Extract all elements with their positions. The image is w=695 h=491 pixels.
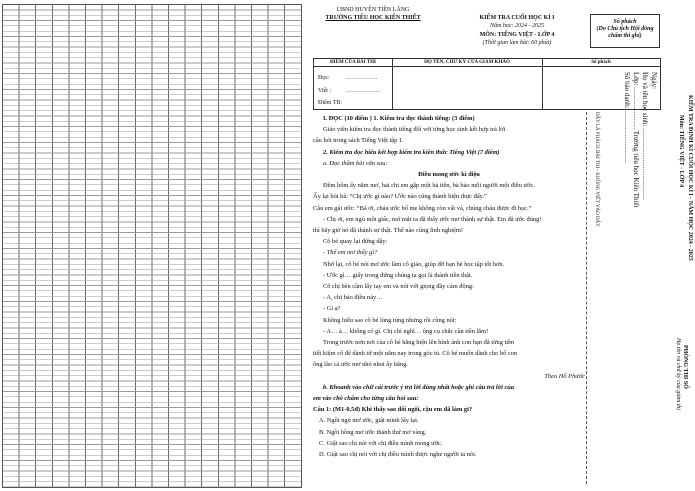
score-value-writing: …………….. [346, 88, 379, 94]
score-header-examiner: HỌ TÊN, CHỮ KÝ CỦA GIÁM KHẢO [424, 60, 510, 65]
body-line: - Thế em mơ thấy gì? [323, 249, 378, 257]
committee-name: UBND HUYỆN TIÊN LÃNG [336, 7, 410, 13]
body-line: Giáo viên kiểm tra đọc thành tiếng đối với từng học sinh kết hợp trả lời [323, 126, 506, 134]
serial-box [590, 14, 660, 48]
side-date: Ngày: [650, 72, 658, 90]
score-divider-1 [392, 59, 393, 109]
side-exam-title: KIỂM TRA ĐỊNH KÌ CUỐI HỌC KÌ I - NĂM HỌC 2024 - 2025 [687, 95, 693, 261]
score-label-reading: Đọc: [318, 75, 330, 81]
score-table [313, 58, 661, 110]
body-line: tiết kiệm cố để dành từ một năm nay trong góc tủ. Cô bé muốn dành cho bố con [313, 350, 518, 358]
cut-note: ĐẦY LÀ PHÁCH BÀI THI - KHÔNG VIẾT VÀO ĐÂY [594, 112, 599, 227]
body-line: - A… à… không có gì. Chị chỉ nghĩ… ông cụ chắc cần tiền lắm! [323, 327, 489, 335]
side-subject: Môn: TIẾNG VIỆT - LỚP 4 [678, 115, 684, 188]
body-line: - A, chị bảo điều này… [323, 294, 383, 302]
body-line: ông lão cả ước mơ nhỏ nhoi ấy bằng. [313, 361, 408, 369]
body-line: Câu 1: (M1-0,5đ) Khi thấy sao đổi ngôi, cậu em đã làm gì? [313, 406, 473, 414]
fold-line [586, 112, 588, 484]
body-line: - Chị ơi, em ngủ một giấc, mở mắt ra đã thấy ước mơ thành sự thật. Em đã ước đúng! [323, 215, 542, 223]
score-label-average: Điểm TB: [318, 100, 343, 106]
body-line: Không hiểu sao cô bé lúng túng nhưng rồi cũng nói: [323, 316, 457, 324]
serial-box-line1: Số phách [613, 19, 637, 25]
body-line: Đêm hôm ấy nằm mơ, hai chị em gặp một bà tiên, bà bảo mỗi người một điều ước. [323, 182, 535, 190]
subject-line: MÔN: TIẾNG VIỆT - LỚP 4 [479, 32, 555, 38]
side-room: PHÒNG THI SỐ [682, 345, 688, 389]
side-invigilator: Họ tên và chữ ký của giám thị [675, 338, 681, 411]
score-table-header [314, 59, 660, 67]
side-student-name: Họ và tên học sinh: ......................................... [641, 72, 649, 200]
score-divider-2 [542, 59, 543, 109]
exam-title: KIỂM TRA CUỐI HỌC KÌ I [479, 15, 555, 21]
body-line: 2. Kiểm tra đọc hiểu kết hợp kiểm tra kiến thức Tiếng Việt (7 điểm) [323, 148, 500, 156]
score-header-points: ĐIỂM CỦA BÀI THI [330, 60, 376, 65]
body-line: B. Ngồi hồng mơ ước thành thứ mơ vàng. [319, 428, 427, 436]
body-line: - Gì ạ? [323, 305, 341, 313]
body-line: Theo Hồ Phước [544, 372, 585, 380]
side-class: Lớp: ........................ Trường tiểu học Kiến Thiết [632, 72, 640, 208]
side-candidate-number: Số báo danh: .............................. [623, 72, 631, 163]
body-line: a. Đọc thầm bài văn sau: [323, 159, 388, 167]
body-line: em vào chỗ chấm cho từng câu hỏi sau: [313, 395, 419, 403]
body-line: thì bây giờ nó đã thành sự thật. Thế nào cũng linh nghiệm! [313, 227, 463, 235]
body-line: Nhớ lại, cô bé nói mơ ước làm cô giáo, giúp đỡ bạn bè học tập tốt hơn. [323, 260, 505, 268]
duration-line: (Thời gian làm bài: 60 phút) [482, 40, 552, 46]
score-header-serial: Số phách [591, 60, 611, 65]
body-line: - Ước gì… giấy trong đứng chúng ta gọi là thành tiền thật. [323, 271, 473, 279]
score-value-reading: ……………. [346, 75, 378, 81]
body-line: Ấy lại hỏi bà: “Chị ước gì nào? Ước nào cũng thành hiện thực đấy.” [313, 193, 487, 201]
body-line: I. ĐỌC (10 điểm ) 1. Kiểm tra đọc thành tiếng: (3 điểm) [323, 115, 475, 122]
body-line: Điều mong ước kì diệu [418, 171, 480, 179]
school-name: TRƯỜNG TIỂU HỌC KIẾN THIẾT [325, 15, 421, 21]
body-line: câu hỏi trong sách Tiếng Việt tập 1. [313, 137, 404, 145]
body-line: Cô bé quay lại đứng dậy: [323, 238, 388, 246]
score-label-writing: Viết : [318, 88, 332, 94]
body-line: C. Giật sao chị nói với chị điều mình mong ước. [319, 439, 443, 447]
body-line: A. Ngồi ngủ mơ ước, giật mình lấy lại. [319, 417, 419, 425]
body-line: Câu em gái ước: “Bà ơi, cháu ước bố mẹ không còn vất vả, chúng cháu được đi học.” [313, 204, 532, 212]
body-line: Trong trước nơn nơi của cô bé hằng hiện lên hình ảnh con bạn đã từng tiền [323, 339, 515, 347]
serial-box-line3: chấm thi ghi) [608, 33, 642, 39]
reading-section [313, 113, 585, 460]
school-year: Năm học: 2024 - 2025 [490, 23, 544, 29]
body-line: b. Khoanh vào chữ cái trước ý trả lời đúng nhất hoặc ghi câu trả lời của [323, 383, 515, 391]
body-line: Cô chị bèn cầm lấy tay em và nói với giọng đầy cảm động: [323, 283, 474, 291]
serial-box-line2: (Do Chủ tịch Hội đồng [596, 26, 654, 32]
writing-grid [2, 4, 302, 488]
body-line: D. Giật sao chị nói với chị điều mình được nghe người ta nói. [319, 451, 477, 459]
